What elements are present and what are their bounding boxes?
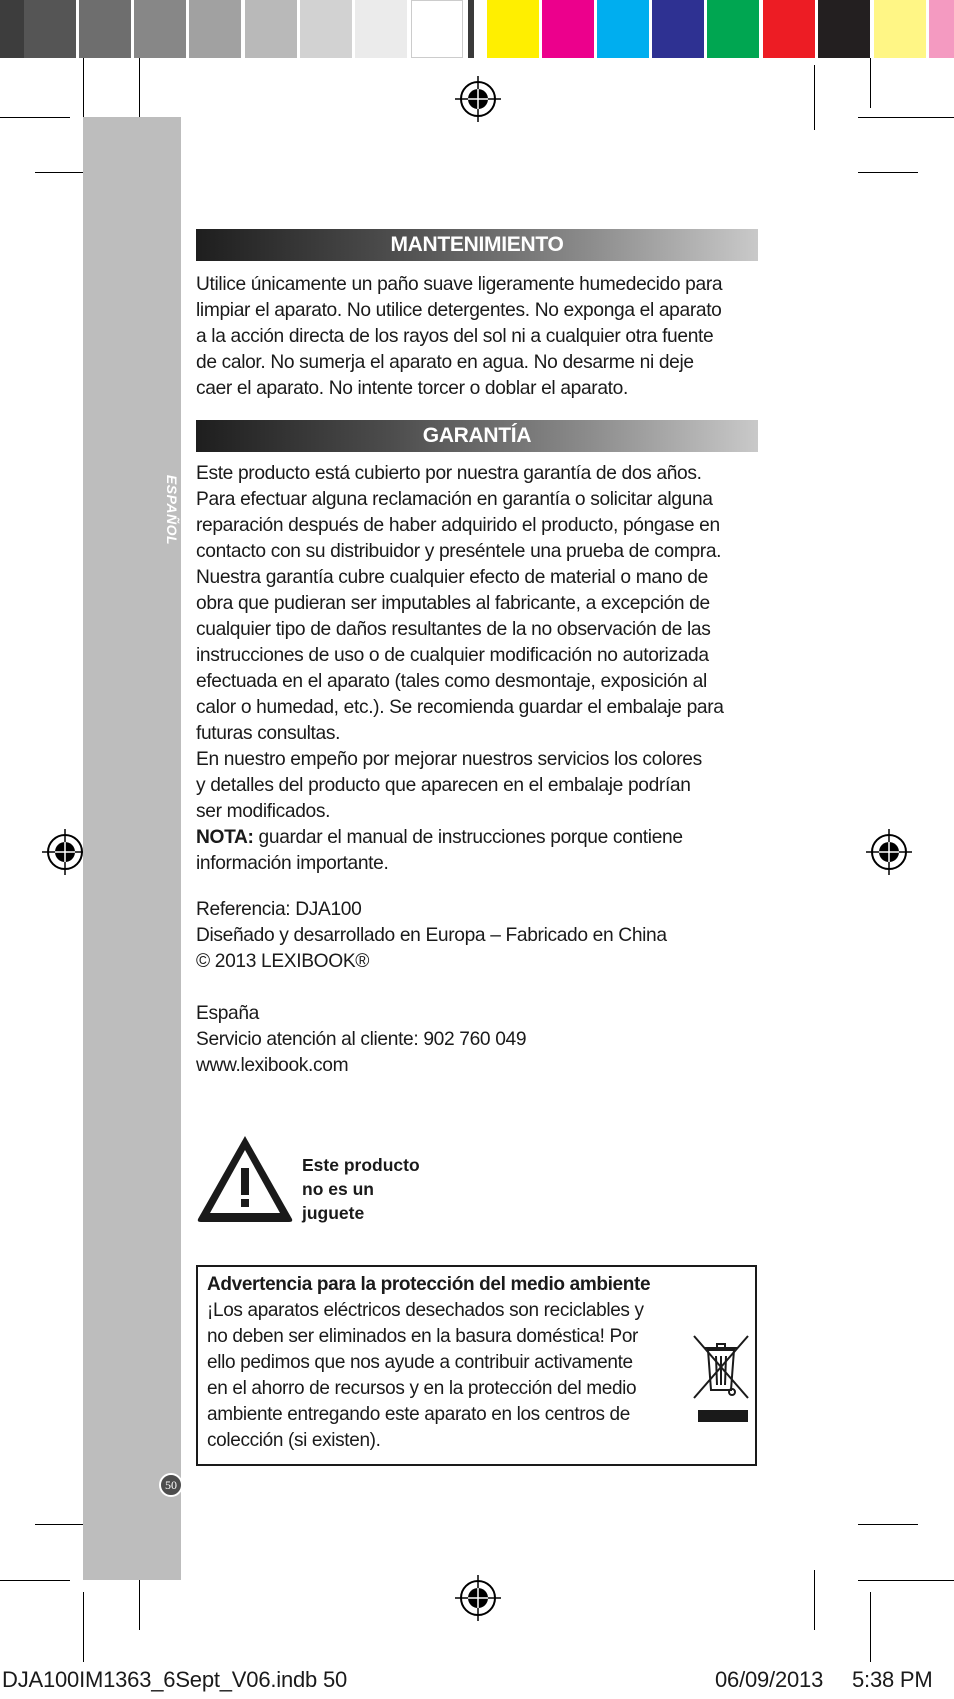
color-swatch	[411, 0, 463, 58]
not-a-toy-warning	[302, 1153, 420, 1225]
color-swatch	[652, 0, 704, 58]
phone-line: Servicio atención al cliente: 902 760 049	[196, 1029, 527, 1050]
print-slug-filename: DJA100IM1363_6Sept_V06.indb 50	[2, 1667, 348, 1692]
color-swatch	[189, 0, 241, 58]
text-line: cualquier tipo de daños resultantes de la no observación de las	[196, 619, 711, 640]
color-swatch	[929, 0, 954, 58]
toy-warning-line: no es un	[302, 1179, 374, 1199]
text-line: obra que pudieran ser imputables al fabricante, a excepción de	[196, 593, 710, 614]
color-swatch	[134, 0, 186, 58]
color-swatch	[707, 0, 759, 58]
registration-mark-left	[42, 829, 88, 875]
text-line: y detalles del producto que aparecen en el embalaje podrían	[196, 775, 691, 796]
color-swatch	[487, 0, 539, 58]
color-swatch	[300, 0, 352, 58]
text-line: ¡Los aparatos eléctricos desechados son reciclables y	[207, 1300, 644, 1321]
text-line: Nuestra garantía cubre cualquier efecto de material o mano de	[196, 567, 708, 588]
customer-service-contact	[196, 1001, 761, 1079]
registration-mark-top	[455, 76, 501, 122]
text-line: futuras consultas.	[196, 723, 341, 744]
text-line: información importante.	[196, 853, 389, 874]
text-line: efectuada en el aparato (tales como desmontaje, exposición al	[196, 671, 707, 692]
copyright-line: © 2013 LEXIBOOK®	[196, 951, 370, 972]
text-line: ello pedimos que nos ayude a contribuir activamente	[207, 1352, 633, 1373]
environment-warning-text	[207, 1272, 650, 1454]
text-line: Utilice únicamente un paño suave ligeramente humedecido para	[196, 274, 723, 295]
text-line: a la acción directa de los rayos del sol ni a cualquier otra fuente	[196, 326, 714, 347]
note-text: guardar el manual de instrucciones porque contiene	[253, 827, 683, 848]
color-swatch	[763, 0, 815, 58]
text-line: no deben ser eliminados en la basura doméstica! Por	[207, 1326, 639, 1347]
text-line: Para efectuar alguna reclamación en garantía o solicitar alguna	[196, 489, 713, 510]
color-swatch	[874, 0, 926, 58]
note-label: NOTA:	[196, 827, 254, 848]
language-label: ESPAÑOL	[164, 474, 180, 546]
text-line: En nuestro empeño por mejorar nuestros servicios los colores	[196, 749, 702, 770]
color-swatch	[355, 0, 407, 58]
environment-warning-title: Advertencia para la protección del medio ambiente	[207, 1274, 651, 1295]
country-line: España	[196, 1003, 259, 1024]
note-line	[196, 825, 761, 851]
text-line: Este producto está cubierto por nuestra garantía de dos años.	[196, 463, 702, 484]
color-swatch	[24, 0, 76, 58]
registration-mark-bottom	[455, 1575, 501, 1621]
maintenance-text	[196, 272, 761, 402]
text-line: limpiar el aparato. No utilice detergentes. No exponga el aparato	[196, 300, 722, 321]
color-swatch	[597, 0, 649, 58]
color-swatch	[79, 0, 131, 58]
registration-mark-right	[866, 829, 912, 875]
text-line: ser modificados.	[196, 801, 331, 822]
website-link[interactable]: www.lexibook.com	[196, 1055, 349, 1076]
text-line: de calor. No sumerja el aparato en agua. No desarme ni deje	[196, 352, 694, 373]
color-swatch	[542, 0, 594, 58]
print-slug-date: 06/09/2013	[715, 1667, 824, 1692]
text-line: calor o humedad, etc.). Se recomienda guardar el embalaje para	[196, 697, 724, 718]
reference-line: Referencia: DJA100	[196, 899, 362, 920]
maintenance-heading: MANTENIMIENTO	[196, 229, 758, 261]
text-line: caer el aparato. No intente torcer o doblar el aparato.	[196, 378, 628, 399]
color-swatch	[245, 0, 297, 58]
text-line: colección (si existen).	[207, 1430, 381, 1451]
toy-warning-line: juguete	[302, 1203, 365, 1223]
crossed-out-wheelie-bin-icon	[690, 1330, 754, 1426]
text-line: reparación después de haber adquirido el producto, póngase en	[196, 515, 720, 536]
product-reference	[196, 897, 761, 975]
text-line: contacto con su distribuidor y preséntele una prueba de compra.	[196, 541, 722, 562]
warning-triangle-icon	[194, 1132, 296, 1225]
text-line: instrucciones de uso o de cualquier modificación no autorizada	[196, 645, 709, 666]
toy-warning-line: Este producto	[302, 1155, 420, 1175]
design-origin-line: Diseñado y desarrollado en Europa – Fabricado en China	[196, 925, 667, 946]
print-slug-time: 5:38 PM	[852, 1667, 933, 1692]
warranty-text	[196, 461, 761, 877]
warranty-heading: GARANTÍA	[196, 420, 758, 452]
color-swatch	[818, 0, 870, 58]
page-number: 50	[159, 1473, 183, 1497]
text-line: en el ahorro de recursos y en la protección del medio	[207, 1378, 637, 1399]
text-line: ambiente entregando este aparato en los centros de	[207, 1404, 630, 1425]
color-bar-separator	[468, 0, 474, 58]
language-sidebar	[83, 117, 181, 1580]
